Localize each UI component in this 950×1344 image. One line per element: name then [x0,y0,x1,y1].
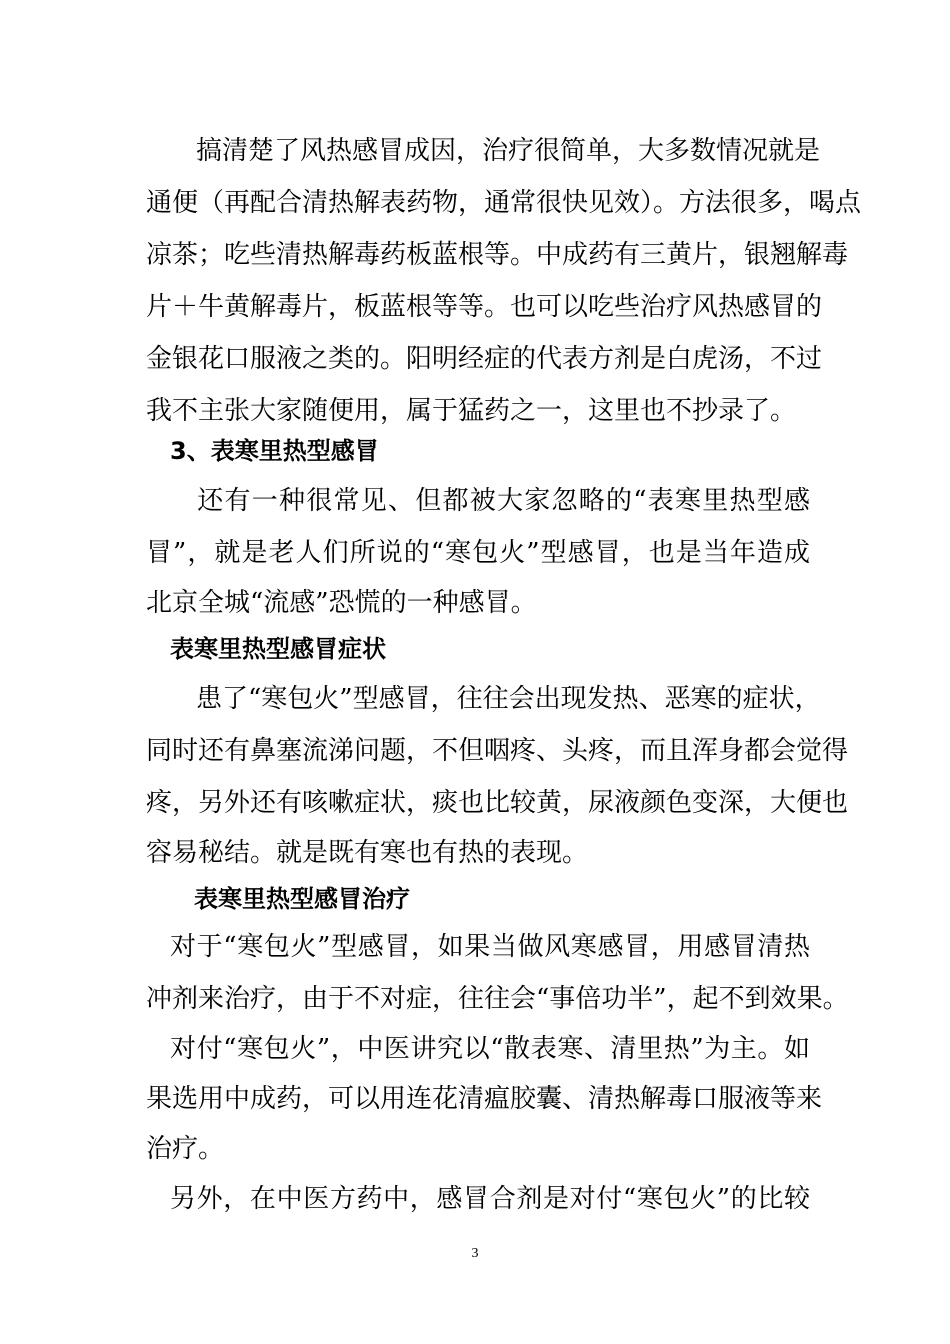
paragraph-line: 金银花口服液之类的。阳明经症的代表方剂是白虎汤，不过 [146,344,823,374]
paragraph-line: 同时还有鼻塞流涕问题，不但咽疼、头疼，而且浑身都会觉得 [146,736,849,766]
paragraph-line: 通便（再配合清热解表药物，通常很快见效）。方法很多，喝点 [146,188,862,218]
paragraph-line: 果选用中成药，可以用连花清瘟胶囊、清热解毒口服液等来 [146,1084,823,1114]
paragraph-line: 凉茶；吃些清热解毒药板蓝根等。中成药有三黄片，银翘解毒 [146,240,849,270]
page-number: 3 [471,1246,479,1261]
paragraph-line: 我不主张大家随便用，属于猛药之一，这里也不抄录了。 [146,396,797,426]
paragraph-line: 另外，在中医方药中，感冒合剂是对付“寒包火”的比较 [170,1184,810,1214]
paragraph-line: 冲剂来治疗，由于不对症，往往会“事倍功半”，起不到效果。 [146,984,849,1014]
paragraph-line: 患了“寒包火”型感冒，往往会出现发热、恶寒的症状， [170,684,821,714]
section-heading: 3、表寒里热型感冒 [170,437,379,465]
paragraph-line: 北京全城“流感”恐慌的一种感冒。 [146,588,537,618]
subsection-heading: 表寒里热型感冒治疗 [194,885,410,913]
subsection-heading: 表寒里热型感冒症状 [170,635,386,663]
paragraph-line: 对付“寒包火”，中医讲究以“散表寒、清里热”为主。如 [170,1034,810,1064]
paragraph-line: 容易秘结。就是既有寒也有热的表现。 [146,838,589,868]
paragraph-line: 搞清楚了风热感冒成因，治疗很简单，大多数情况就是 [170,136,821,166]
paragraph-line: 治疗。 [146,1134,225,1164]
paragraph-line: 还有一种很常见、但都被大家忽略的“表寒里热型感 [170,486,810,516]
paragraph-line: 片＋牛黄解毒片，板蓝根等等。也可以吃些治疗风热感冒的 [146,292,823,322]
paragraph-line: 疼，另外还有咳嗽症状，痰也比较黄，尿液颜色变深，大便也 [146,788,849,818]
paragraph-line: 冒”，就是老人们所说的“寒包火”型感冒，也是当年造成 [146,538,810,568]
paragraph-line: 对于“寒包火”型感冒，如果当做风寒感冒，用感冒清热 [170,932,810,962]
